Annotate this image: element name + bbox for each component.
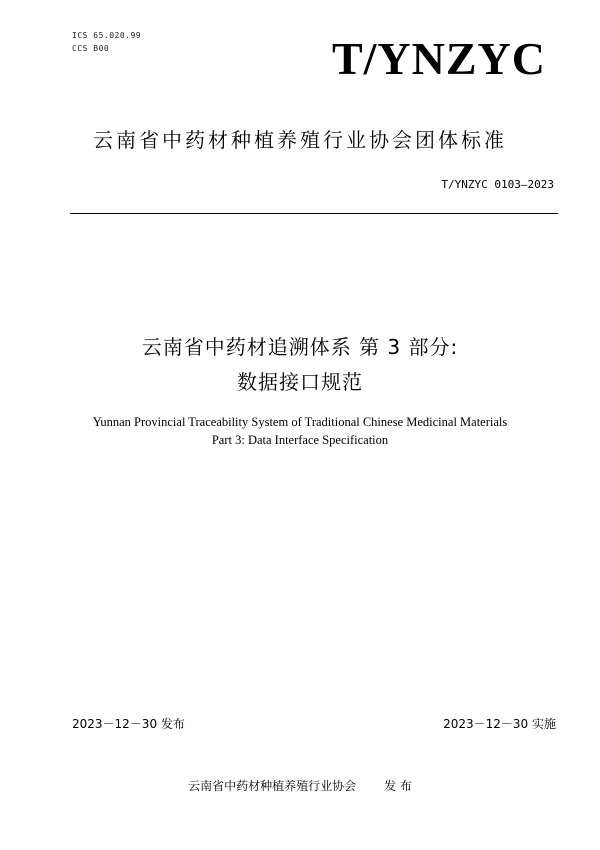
ics-code: ICS 65.020.99 (72, 31, 142, 40)
chinese-title-line-2: 数据接口规范 (237, 370, 363, 394)
standard-number: T/YNZYC 0103—2023 (441, 178, 554, 191)
issue-date: 2023－12－30 发布 (72, 717, 185, 731)
header-divider (70, 213, 558, 214)
ccs-code: CCS B00 (72, 44, 110, 53)
implementation-date: 2023－12－30 实施 (443, 717, 556, 731)
org-standard-title: 云南省中药材种植养殖行业协会团体标准 (93, 128, 507, 152)
standard-brand-logo: T/YNZYC (331, 33, 546, 84)
publisher-line (0, 777, 600, 794)
publisher-name: 云南省中药材种植养殖行业协会 (188, 779, 357, 793)
chinese-title-line-1: 云南省中药材追溯体系 第 3 部分: (141, 335, 459, 359)
publish-action: 发 布 (384, 779, 412, 793)
english-title-line-2: Part 3: Data Interface Specification (211, 433, 389, 447)
english-title-line-1: Yunnan Provincial Traceability System of Traditional Chinese Medicinal Materials (92, 415, 508, 429)
